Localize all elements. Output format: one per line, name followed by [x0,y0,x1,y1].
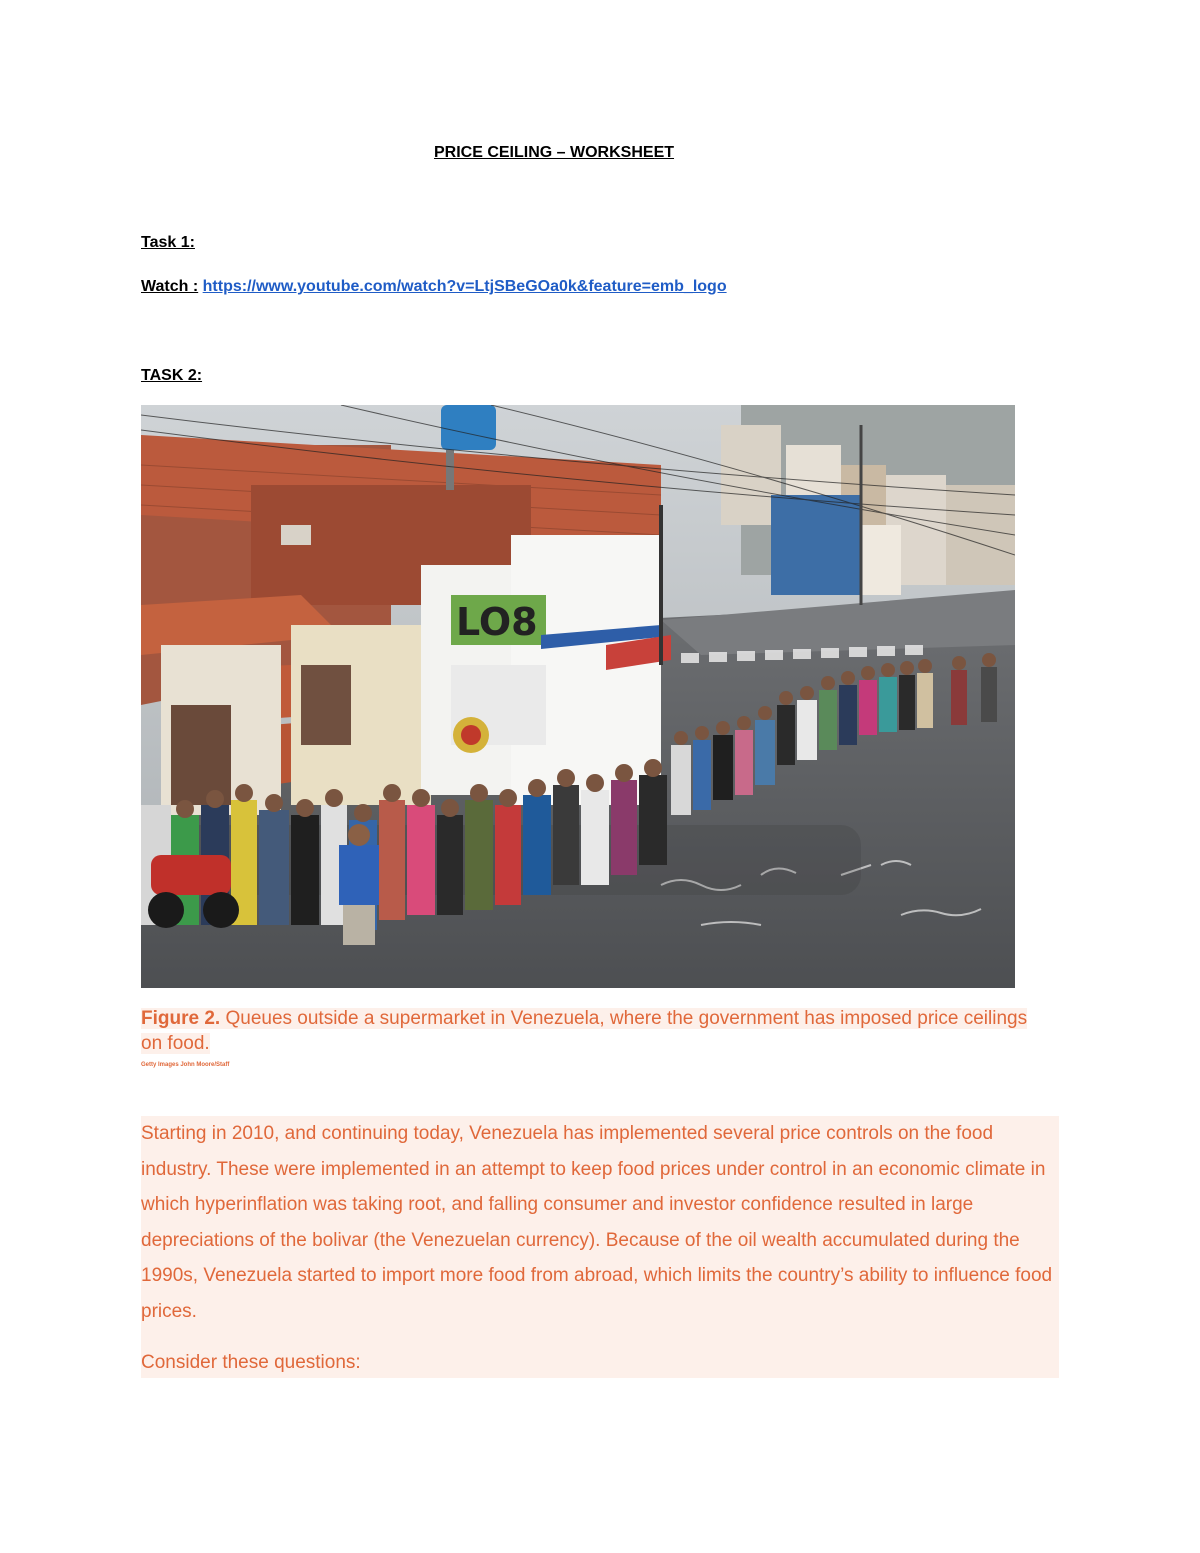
figure-caption-text: Queues outside a supermarket in Venezuela, where the government has imposed price ceilings on food. [141,1008,1028,1054]
queue-street-photo [141,405,1015,988]
page-title: PRICE CEILING – WORKSHEET [433,144,675,161]
body-paragraph: Starting in 2010, and continuing today, Venezuela has implemented several price controls on the food industry. These were implemented in an attempt to keep food prices under control in an economic climate in which hyperinflation was taking root, and falling consumer and investor confidence resulted in large depreciations of the bolivar (the Venezuelan currency). Because of the oil wealth accumulated during the 1990s, Venezuela started to import more food from abroad, which limits the country’s ability to influence food prices. [141,1123,1053,1322]
figure-caption [141,1006,1031,1056]
figure-photo [141,405,1015,988]
task2-heading: TASK 2: [141,367,203,384]
wall-sign-text: LO8 [456,600,538,644]
watch-label: Watch : [141,278,199,295]
task1-heading: Task 1: [141,234,195,251]
photo-credit: Getty Images John Moore/Staff [141,1062,230,1068]
watch-line [141,278,727,296]
figure-label: Figure 2. [141,1008,221,1029]
video-link[interactable]: https://www.youtube.com/watch?v=LtjSBeGOa0k&feature=emb_logo [202,278,727,295]
questions-prompt: Consider these questions: [141,1352,361,1373]
